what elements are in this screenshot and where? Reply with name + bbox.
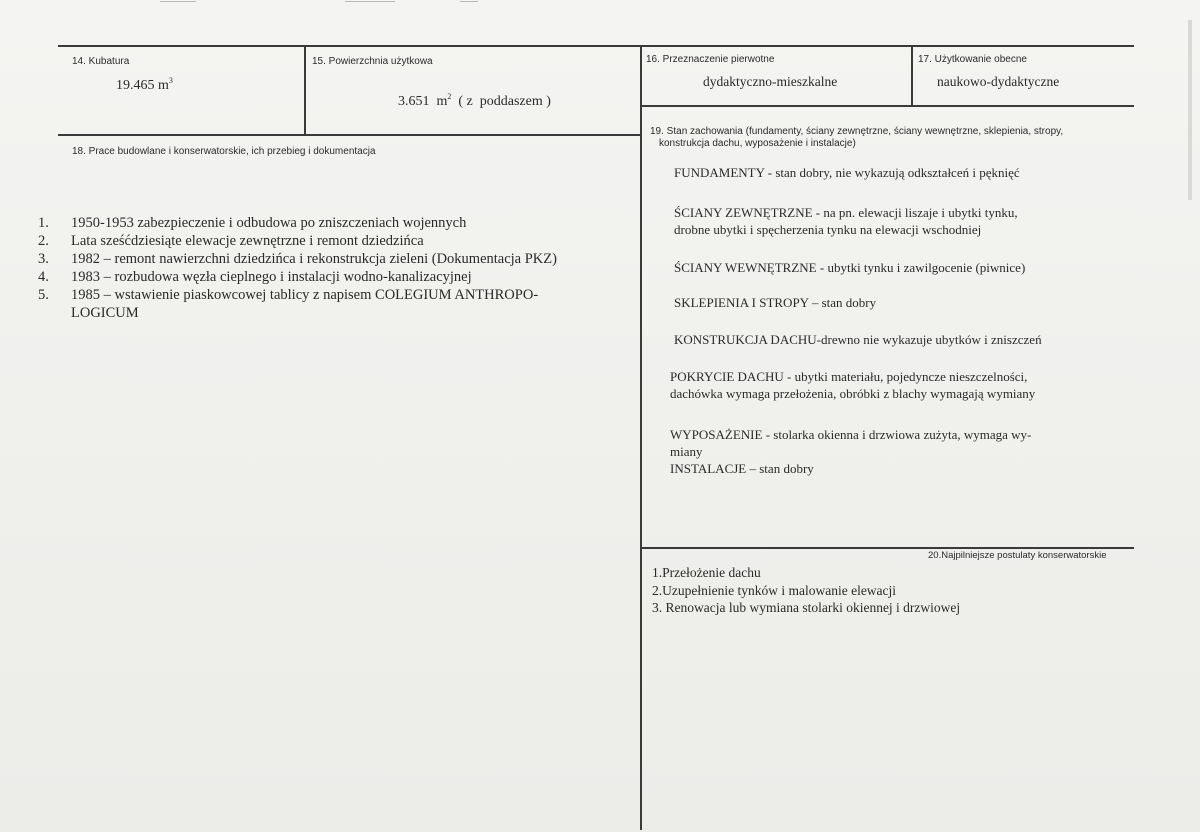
- list-item: 3. Renowacja lub wymiana stolarki okiennej i drzwiowej: [652, 600, 961, 615]
- top-border-line: [58, 45, 1134, 47]
- list-item: 1. 1950-1953 zabezpieczenie i odbudowa po zniszczeniach wojennych: [38, 215, 467, 231]
- postulaty-label: 20.Najpilniejsze postulaty konserwatorskie: [928, 550, 1107, 561]
- condition-sciany-zewnetrzne: ŚCIANY ZEWNĘTRZNE - na pn. elewacji liszaje i ubytki tynku, drobne ubytki i spęcherzenia tynku na elewacji wschodniej: [674, 205, 1018, 237]
- stan-label: 19. Stan zachowania (fundamenty, ściany zewnętrzne, ściany wewnętrzne, sklepienia, stropy, konstrukcja dachu, wyposażenie i instalacje): [650, 126, 1064, 149]
- list-item: 2. Lata sześćdziesiąte elewacje zewnętrzne i remont dziedzińca: [38, 233, 424, 249]
- condition-pokrycie-dachu: POKRYCIE DACHU - ubytki materiału, pojedyncze nieszczelności, dachówka wymaga przełożenia, obróbki z blachy wymagają wymiany: [670, 369, 1036, 401]
- kubatura-label: 14. Kubatura: [72, 56, 130, 67]
- powierzchnia-label: 15. Powierzchnia użytkowa: [312, 56, 433, 67]
- uzytkowanie-label: 17. Użytkowanie obecne: [918, 54, 1027, 65]
- postulates-list: [652, 564, 960, 617]
- scan-mark: [1188, 20, 1192, 200]
- divider-16-17: [911, 46, 913, 107]
- uzytkowanie-value: naukowo-dydaktyczne: [937, 74, 1060, 89]
- works-list: [38, 214, 557, 322]
- line-under-16-17: [641, 105, 1134, 107]
- scan-mark: [345, 1, 395, 2]
- kubatura-value: 19.465 $m^3$: [116, 76, 173, 93]
- scan-mark: [460, 1, 478, 2]
- powierzchnia-value: 3.651 $m^2$ ( z poddaszem ): [398, 92, 551, 109]
- list-item: 5. 1985 – wstawienie piaskowcowej tablicy z napisem COLEGIUM ANTHROPO- LOGICUM: [38, 287, 539, 321]
- divider-15-16: [640, 46, 642, 830]
- list-item: 1.Przełożenie dachu: [652, 565, 761, 580]
- condition-sciany-wewnetrzne: ŚCIANY WEWNĘTRZNE - ubytki tynku i zawilgocenie (piwnice): [674, 260, 1026, 275]
- przeznaczenie-label: 16. Przeznaczenie pierwotne: [646, 54, 775, 65]
- condition-fundamenty: FUNDAMENTY - stan dobry, nie wykazują odkształceń i pęknięć: [674, 165, 1020, 180]
- divider-14-15: [304, 46, 306, 135]
- line-above-20: [641, 547, 1134, 549]
- prace-label: 18. Prace budowlane i konserwatorskie, ich przebieg i dokumentacja: [72, 146, 376, 157]
- list-item: 4. 1983 – rozbudowa węzła cieplnego i instalacji wodno-kanalizacyjnej: [38, 269, 472, 285]
- list-item: 3. 1982 – remont nawierzchni dziedzińca i rekonstrukcja zieleni (Dokumentacja PKZ): [38, 251, 557, 267]
- list-item: 2.Uzupełnienie tynków i malowanie elewacji: [652, 582, 897, 598]
- scan-mark: [160, 1, 196, 2]
- condition-sklepienia: SKLEPIENIA I STROPY – stan dobry: [674, 295, 877, 310]
- condition-wyposazenie: WYPOSAŻENIE - stolarka okienna i drzwiowa zużyta, wymaga wy- miany INSTALACJE – stan dobry: [670, 427, 1032, 476]
- condition-konstrukcja-dachu: KONSTRUKCJA DACHU-drewno nie wykazuje ubytków i zniszczeń: [674, 332, 1042, 347]
- przeznaczenie-value: dydaktyczno-mieszkalne: [703, 74, 838, 89]
- line-under-14-15: [58, 134, 641, 136]
